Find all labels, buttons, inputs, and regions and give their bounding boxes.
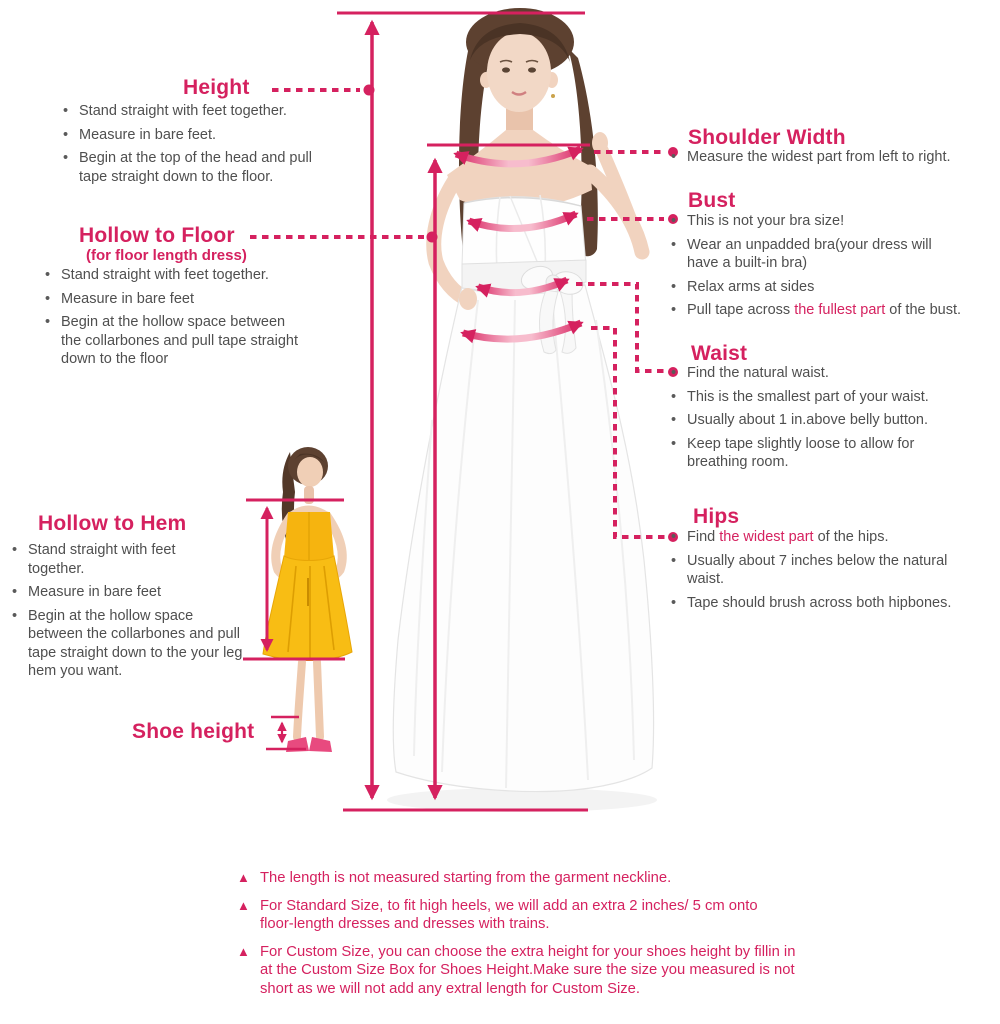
instruction-text: Measure in bare feet [28, 584, 161, 600]
list-item [670, 594, 987, 613]
list-item [670, 278, 987, 297]
warning-triangle-icon: ▲ [237, 943, 250, 959]
list-item [62, 102, 324, 121]
highlighted-text: the fullest part [794, 302, 886, 318]
shoe-height-title: Shoe height [132, 720, 255, 743]
height-instructions [62, 102, 324, 191]
instruction-text: Usually about 7 inches below the natural waist. [687, 552, 948, 587]
hollow-to-floor-instructions [44, 266, 301, 374]
footnote [237, 869, 837, 888]
instruction-text: This is the smallest part of your waist. [687, 388, 929, 405]
list-item [62, 126, 324, 145]
instruction-text: Pull tape across [687, 302, 795, 318]
height-title: Height [183, 76, 250, 99]
list-item [11, 583, 243, 602]
instruction-text: Tape should brush across both hipbones. [687, 594, 952, 611]
instruction-text: This is not your bra size! [687, 213, 845, 229]
instruction-text: Relax arms at sides [687, 278, 815, 295]
list-item [670, 435, 957, 472]
list-item [44, 290, 301, 309]
instruction-text: Keep tape slightly loose to allow for breathing room. [687, 435, 915, 470]
hollow-to-floor-title: Hollow to Floor [79, 224, 235, 247]
instruction-text: Stand straight with feet together. [28, 542, 176, 577]
hollow-to-floor-dot [427, 232, 438, 243]
instruction-text: Measure in bare feet. [79, 126, 217, 143]
instruction-text: of the hips. [813, 529, 889, 545]
list-item [44, 313, 301, 369]
small-model-photo [263, 447, 352, 752]
footnote [237, 943, 803, 999]
list-item [62, 149, 324, 186]
hollow-to-hem-instructions [11, 541, 243, 686]
footnotes [237, 869, 837, 1007]
list-item [670, 236, 949, 273]
instruction-text: Usually about 1 in.above belly button. [687, 412, 929, 428]
instruction-text: Stand straight with feet together. [61, 267, 269, 283]
warning-triangle-icon: ▲ [237, 870, 250, 885]
list-item [670, 212, 987, 231]
instruction-text: Measure in bare feet [61, 290, 194, 307]
instruction-text: Find [687, 529, 720, 545]
bust-title: Bust [688, 189, 736, 212]
instruction-text: Begin at the hollow space between the collarbones and pull tape straight down to the your leg hem you want. [28, 607, 243, 679]
bust-instructions [670, 212, 995, 325]
footnote-text: For Custom Size, you can choose the extra height for your shoes height by fillin in at the Custom Size Box for Shoes Height.Make sure the size you measured is not short as we will not add any extral length for Custom Size. [260, 943, 796, 997]
list-item [670, 148, 987, 167]
list-item [670, 388, 987, 407]
instruction-text: Stand straight with feet together. [79, 103, 287, 119]
shoulder-width-instructions [670, 148, 987, 172]
list-item [670, 528, 987, 547]
instruction-text: Begin at the hollow space between the collarbones and pull tape straight down to the floor [61, 314, 298, 367]
main-model-photo [387, 8, 657, 812]
footnote [237, 897, 794, 934]
instruction-text: of the bust. [885, 302, 962, 318]
instruction-text: Measure the widest part from left to right. [687, 149, 951, 165]
list-item [670, 552, 977, 589]
height-dot [364, 85, 375, 96]
hips-instructions [670, 528, 987, 617]
warning-triangle-icon: ▲ [237, 897, 250, 913]
list-item [11, 541, 204, 578]
list-item [44, 266, 301, 285]
instruction-text: Find the natural waist. [687, 365, 829, 381]
waist-title: Waist [691, 342, 748, 365]
waist-instructions [670, 364, 987, 477]
hips-title: Hips [693, 505, 740, 528]
hollow-to-hem-title: Hollow to Hem [38, 512, 187, 535]
hollow-to-floor-subtitle: (for floor length dress) [86, 247, 247, 264]
list-item [670, 364, 987, 383]
list-item [670, 411, 987, 430]
instruction-text: Begin at the top of the head and pull tape straight down to the floor. [79, 150, 312, 185]
shoulder-width-title: Shoulder Width [688, 126, 846, 149]
list-item [670, 301, 995, 320]
instruction-text: Wear an unpadded bra(your dress will have a built-in bra) [687, 236, 932, 271]
highlighted-text: the widest part [719, 529, 814, 545]
list-item [11, 607, 243, 681]
footnote-text: For Standard Size, to fit high heels, we will add an extra 2 inches/ 5 cm onto floor-length dresses and dresses with trains. [260, 897, 758, 932]
footnote-text: The length is not measured starting from the garment neckline. [260, 870, 672, 886]
